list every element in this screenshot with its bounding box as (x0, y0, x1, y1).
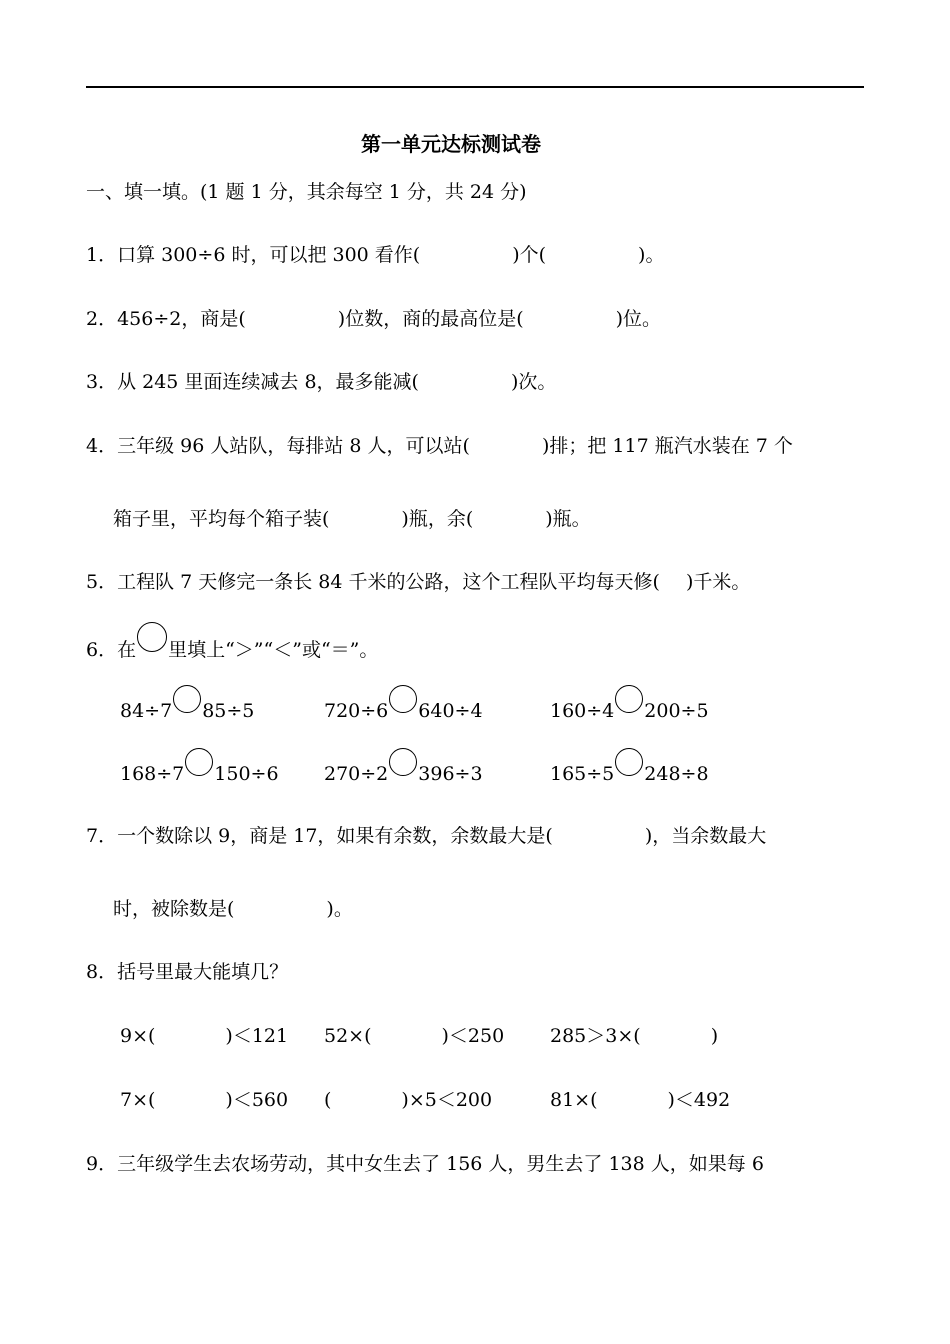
q6-text-b: 里填上“＞”“＜”或“＝”。 (168, 639, 379, 661)
q8-item-6-pre: 81×( (550, 1089, 598, 1111)
q6-item-5-circle[interactable] (389, 748, 417, 776)
q2-text-a: 2．456÷2，商是( (86, 308, 246, 330)
q6-item-3 (550, 695, 709, 725)
q6-item-1-right: 85÷5 (202, 700, 255, 722)
question-7-line-2 (113, 895, 353, 923)
q6-item-2-circle[interactable] (389, 685, 417, 713)
q6-item-2 (324, 695, 483, 725)
question-4-line-1 (86, 432, 793, 460)
q6-item-4-left: 168÷7 (120, 763, 185, 785)
q5-text-a: 5．工程队 7 天修完一条长 84 千米的公路，这个工程队平均每天修( (86, 571, 660, 593)
q6-item-4 (120, 758, 279, 788)
q4-text-d: )瓶，余( (401, 508, 474, 530)
q3-text-a: 3．从 245 里面连续减去 8，最多能减( (86, 371, 419, 393)
q8-item-3-pre: 285＞3×( (550, 1025, 641, 1047)
q2-text-b: )位数，商的最高位是( (337, 308, 524, 330)
q4-text-a: 4．三年级 96 人站队，每排站 8 人，可以站( (86, 435, 470, 457)
question-8: 8．括号里最大能填几？ (86, 961, 289, 983)
q6-item-4-circle[interactable] (185, 748, 213, 776)
q4-text-c: 箱子里，平均每个箱子装( (113, 508, 330, 530)
q1-text-c: )。 (638, 244, 665, 266)
question-3 (86, 368, 556, 396)
q8-item-2 (324, 1022, 504, 1050)
q6-item-5-left: 270÷2 (324, 763, 389, 785)
q8-item-3-post: ) (710, 1025, 719, 1047)
q6-item-4-right: 150÷6 (214, 763, 279, 785)
q6-item-6-left: 165÷5 (550, 763, 615, 785)
q8-item-1 (120, 1022, 288, 1050)
header-rule (86, 86, 864, 88)
question-5 (86, 568, 750, 596)
q1-text-b: )个( (512, 244, 547, 266)
q6-item-3-right: 200÷5 (644, 700, 709, 722)
q7-text-d: )。 (326, 898, 353, 920)
q8-item-4-post: )＜560 (225, 1089, 289, 1111)
q4-text-b: )排；把 117 瓶汽水装在 7 个 (541, 435, 793, 457)
question-2 (86, 305, 661, 333)
q6-item-1 (120, 695, 254, 725)
q7-text-c: 时，被除数是( (113, 898, 235, 920)
q6-item-1-circle[interactable] (173, 685, 201, 713)
q8-item-5-pre: ( (324, 1089, 332, 1111)
q8-item-1-post: )＜121 (225, 1025, 289, 1047)
q6-text-a: 6．在 (86, 639, 137, 661)
section-heading: 一、填一填。(1 题 1 分，其余每空 1 分，共 24 分) (86, 181, 527, 203)
q2-text-c: )位。 (615, 308, 662, 330)
q8-item-6 (550, 1086, 730, 1114)
q8-item-6-post: )＜492 (667, 1089, 731, 1111)
q6-item-1-left: 84÷7 (120, 700, 173, 722)
q6-item-3-circle[interactable] (615, 685, 643, 713)
circle-icon (137, 622, 167, 652)
q1-text-a: 1．口算 300÷6 时，可以把 300 看作( (86, 244, 421, 266)
q8-item-5-post: )×5＜200 (401, 1089, 493, 1111)
question-9: 9．三年级学生去农场劳动，其中女生去了 156 人，男生去了 138 人，如果每 6 (86, 1153, 764, 1175)
q8-item-4 (120, 1086, 288, 1114)
q6-item-6-circle[interactable] (615, 748, 643, 776)
question-7-line-1 (86, 822, 766, 850)
q6-item-5 (324, 758, 483, 788)
q7-text-b: )，当余数最大 (644, 825, 767, 847)
q7-text-a: 7．一个数除以 9，商是 17，如果有余数，余数最大是( (86, 825, 553, 847)
page-title: 第一单元达标测试卷 (361, 132, 541, 156)
q5-text-b: )千米。 (685, 571, 751, 593)
q8-item-4-pre: 7×( (120, 1089, 156, 1111)
q6-item-2-left: 720÷6 (324, 700, 389, 722)
q8-item-1-pre: 9×( (120, 1025, 156, 1047)
q8-item-2-post: )＜250 (441, 1025, 505, 1047)
q8-item-3 (550, 1022, 718, 1050)
q6-item-6-right: 248÷8 (644, 763, 709, 785)
q8-item-5 (324, 1086, 492, 1114)
question-6 (86, 632, 378, 664)
q6-item-6 (550, 758, 709, 788)
q6-item-2-right: 640÷4 (418, 700, 483, 722)
q3-text-b: )次。 (510, 371, 557, 393)
question-4-line-2 (113, 505, 591, 533)
q8-item-2-pre: 52×( (324, 1025, 372, 1047)
question-1 (86, 241, 664, 269)
q4-text-e: )瓶。 (545, 508, 591, 530)
q6-item-5-right: 396÷3 (418, 763, 483, 785)
q6-item-3-left: 160÷4 (550, 700, 615, 722)
